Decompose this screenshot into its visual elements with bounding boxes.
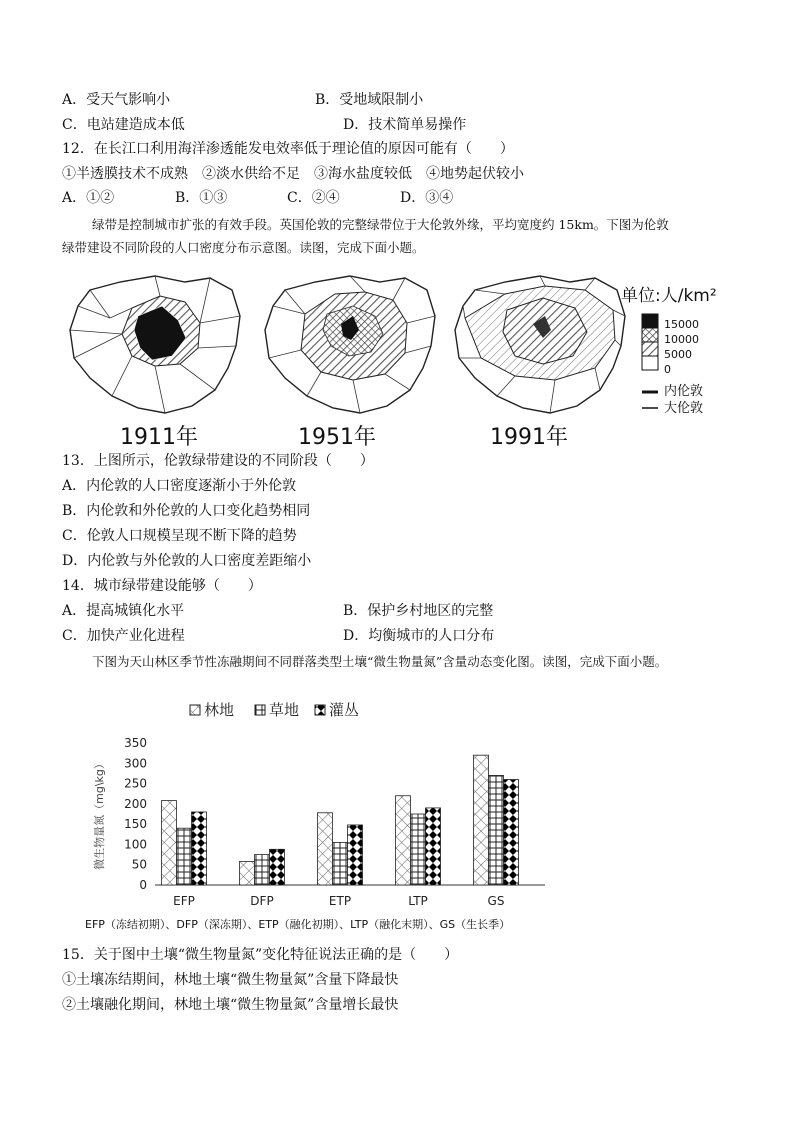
q12-option-c: C．②④ xyxy=(287,190,340,206)
map-1951 xyxy=(265,276,435,413)
q14-stem: 14．城市绿带建设能够（ ） xyxy=(62,578,262,594)
q12-option-d: D．③④ xyxy=(400,190,454,206)
passage1-line1: 绿带是控制城市扩张的有效手段。英国伦敦的完整绿带位于大伦敦外缘，平均宽度约 15km。下图为伦敦 xyxy=(92,217,669,232)
legend-label-shrub: 灌丛 xyxy=(329,701,360,719)
passage1-line2: 绿带建设不同阶段的人口密度分布示意图。读图，完成下面小题。 xyxy=(62,240,425,255)
q14-option-c: C．加快产业化进程 xyxy=(62,628,185,644)
q14-option-d: D．均衡城市的人口分布 xyxy=(343,628,495,644)
x-tick-label: EFP xyxy=(173,894,195,908)
bar-grass-etp xyxy=(333,842,348,885)
bar-forest-dfp xyxy=(240,861,255,885)
map-1991 xyxy=(455,276,625,413)
legend-value-10000: 10000 xyxy=(664,333,699,346)
bar-shrub-efp xyxy=(192,812,207,885)
legend-inner-london: 内伦敦 xyxy=(664,384,704,399)
q14-option-b: B．保护乡村地区的完整 xyxy=(343,603,494,619)
q11-option-d: D．技术简单易操作 xyxy=(343,117,467,133)
bar-grass-gs xyxy=(489,775,504,885)
map-legend xyxy=(642,314,658,408)
microbial-nitrogen-bar-chart xyxy=(85,695,565,910)
bar-shrub-dfp xyxy=(270,849,285,885)
q13-option-b: B．内伦敦和外伦敦的人口变化趋势相同 xyxy=(62,503,311,519)
y-tick-label: 150 xyxy=(124,817,147,832)
x-tick-label: LTP xyxy=(408,894,428,908)
bar-grass-ltp xyxy=(411,814,426,885)
y-tick-label: 0 xyxy=(139,878,147,892)
y-tick-label: 350 xyxy=(124,736,147,750)
bar-shrub-etp xyxy=(348,825,363,885)
q12-items: ①半透膜技术不成熟 ②淡水供给不足 ③海水盐度较低 ④地势起伏较小 xyxy=(62,166,524,182)
y-tick-label: 200 xyxy=(124,796,147,811)
bar-shrub-gs xyxy=(504,780,519,885)
legend-swatch-grass xyxy=(255,705,265,715)
legend-label-forest: 林地 xyxy=(204,701,235,719)
y-tick-label: 250 xyxy=(124,776,147,791)
q13-option-a: A．内伦敦的人口密度逐渐小于外伦敦 xyxy=(62,478,297,494)
y-tick-label: 50 xyxy=(131,857,147,872)
y-tick-label: 100 xyxy=(124,837,147,852)
legend-greater-london: 大伦敦 xyxy=(664,401,704,416)
legend-swatch-shrub xyxy=(315,705,325,715)
q11-option-b: B．受地域限制小 xyxy=(315,92,424,108)
chart-note: EFP（冻结初期）、DFP（深冻期）、ETP（融化初期）、LTP（融化末期）、GS（生长季） xyxy=(85,918,511,931)
q14-option-a: A．提高城镇化水平 xyxy=(62,603,185,619)
legend-title: 单位:人/km² xyxy=(621,286,717,306)
q13-option-d: D．内伦敦与外伦敦的人口密度差距缩小 xyxy=(62,553,312,569)
q15-item-1: ①土壤冻结期间，林地土壤“微生物量氮”含量下降最快 xyxy=(62,972,399,988)
bar-forest-gs xyxy=(474,755,489,885)
x-tick-label: GS xyxy=(487,894,505,908)
legend-value-15000: 15000 xyxy=(664,318,699,331)
q12-stem: 12．在长江口利用海洋渗透能发电效率低于理论值的原因可能有（ ） xyxy=(62,141,514,157)
bar-forest-efp xyxy=(162,801,177,885)
q12-option-a: A．①② xyxy=(62,190,115,206)
bar-grass-dfp xyxy=(255,855,270,885)
bar-grass-efp xyxy=(177,828,192,885)
map-year-1911: 1911年 xyxy=(120,425,198,450)
bar-shrub-ltp xyxy=(426,808,441,885)
bar-forest-etp xyxy=(318,813,333,885)
bar-forest-ltp xyxy=(396,796,411,885)
q11-option-c: C．电站建造成本低 xyxy=(62,117,185,133)
legend-value-5000: 5000 xyxy=(664,348,692,361)
map-year-1991: 1991年 xyxy=(490,425,568,450)
y-tick-label: 300 xyxy=(124,756,147,771)
x-tick-label: DFP xyxy=(250,894,274,908)
y-axis-label: 微生物量氮（mg\kg） xyxy=(93,758,106,870)
q11-option-a: A．受天气影响小 xyxy=(62,92,171,108)
q15-stem: 15．关于图中土壤“微生物量氮”变化特征说法正确的是（ ） xyxy=(62,947,459,963)
x-tick-label: ETP xyxy=(328,894,352,908)
q15-item-2: ②土壤融化期间，林地土壤“微生物量氮”含量增长最快 xyxy=(62,997,399,1013)
q13-stem: 13．上图所示，伦敦绿带建设的不同阶段（ ） xyxy=(62,453,374,469)
map-1911 xyxy=(70,276,240,413)
legend-swatch-forest xyxy=(190,705,200,715)
passage2: 下图为天山林区季节性冻融期间不同群落类型土壤“微生物量氮”含量动态变化图。读图，完成下面小题。 xyxy=(92,654,668,669)
chart-legend xyxy=(190,701,359,719)
legend-label-grass: 草地 xyxy=(269,701,300,719)
q13-option-c: C．伦敦人口规模呈现不断下降的趋势 xyxy=(62,528,297,544)
map-year-1951: 1951年 xyxy=(298,425,376,450)
legend-value-0: 0 xyxy=(664,363,671,376)
q12-option-b: B．①③ xyxy=(175,190,228,206)
